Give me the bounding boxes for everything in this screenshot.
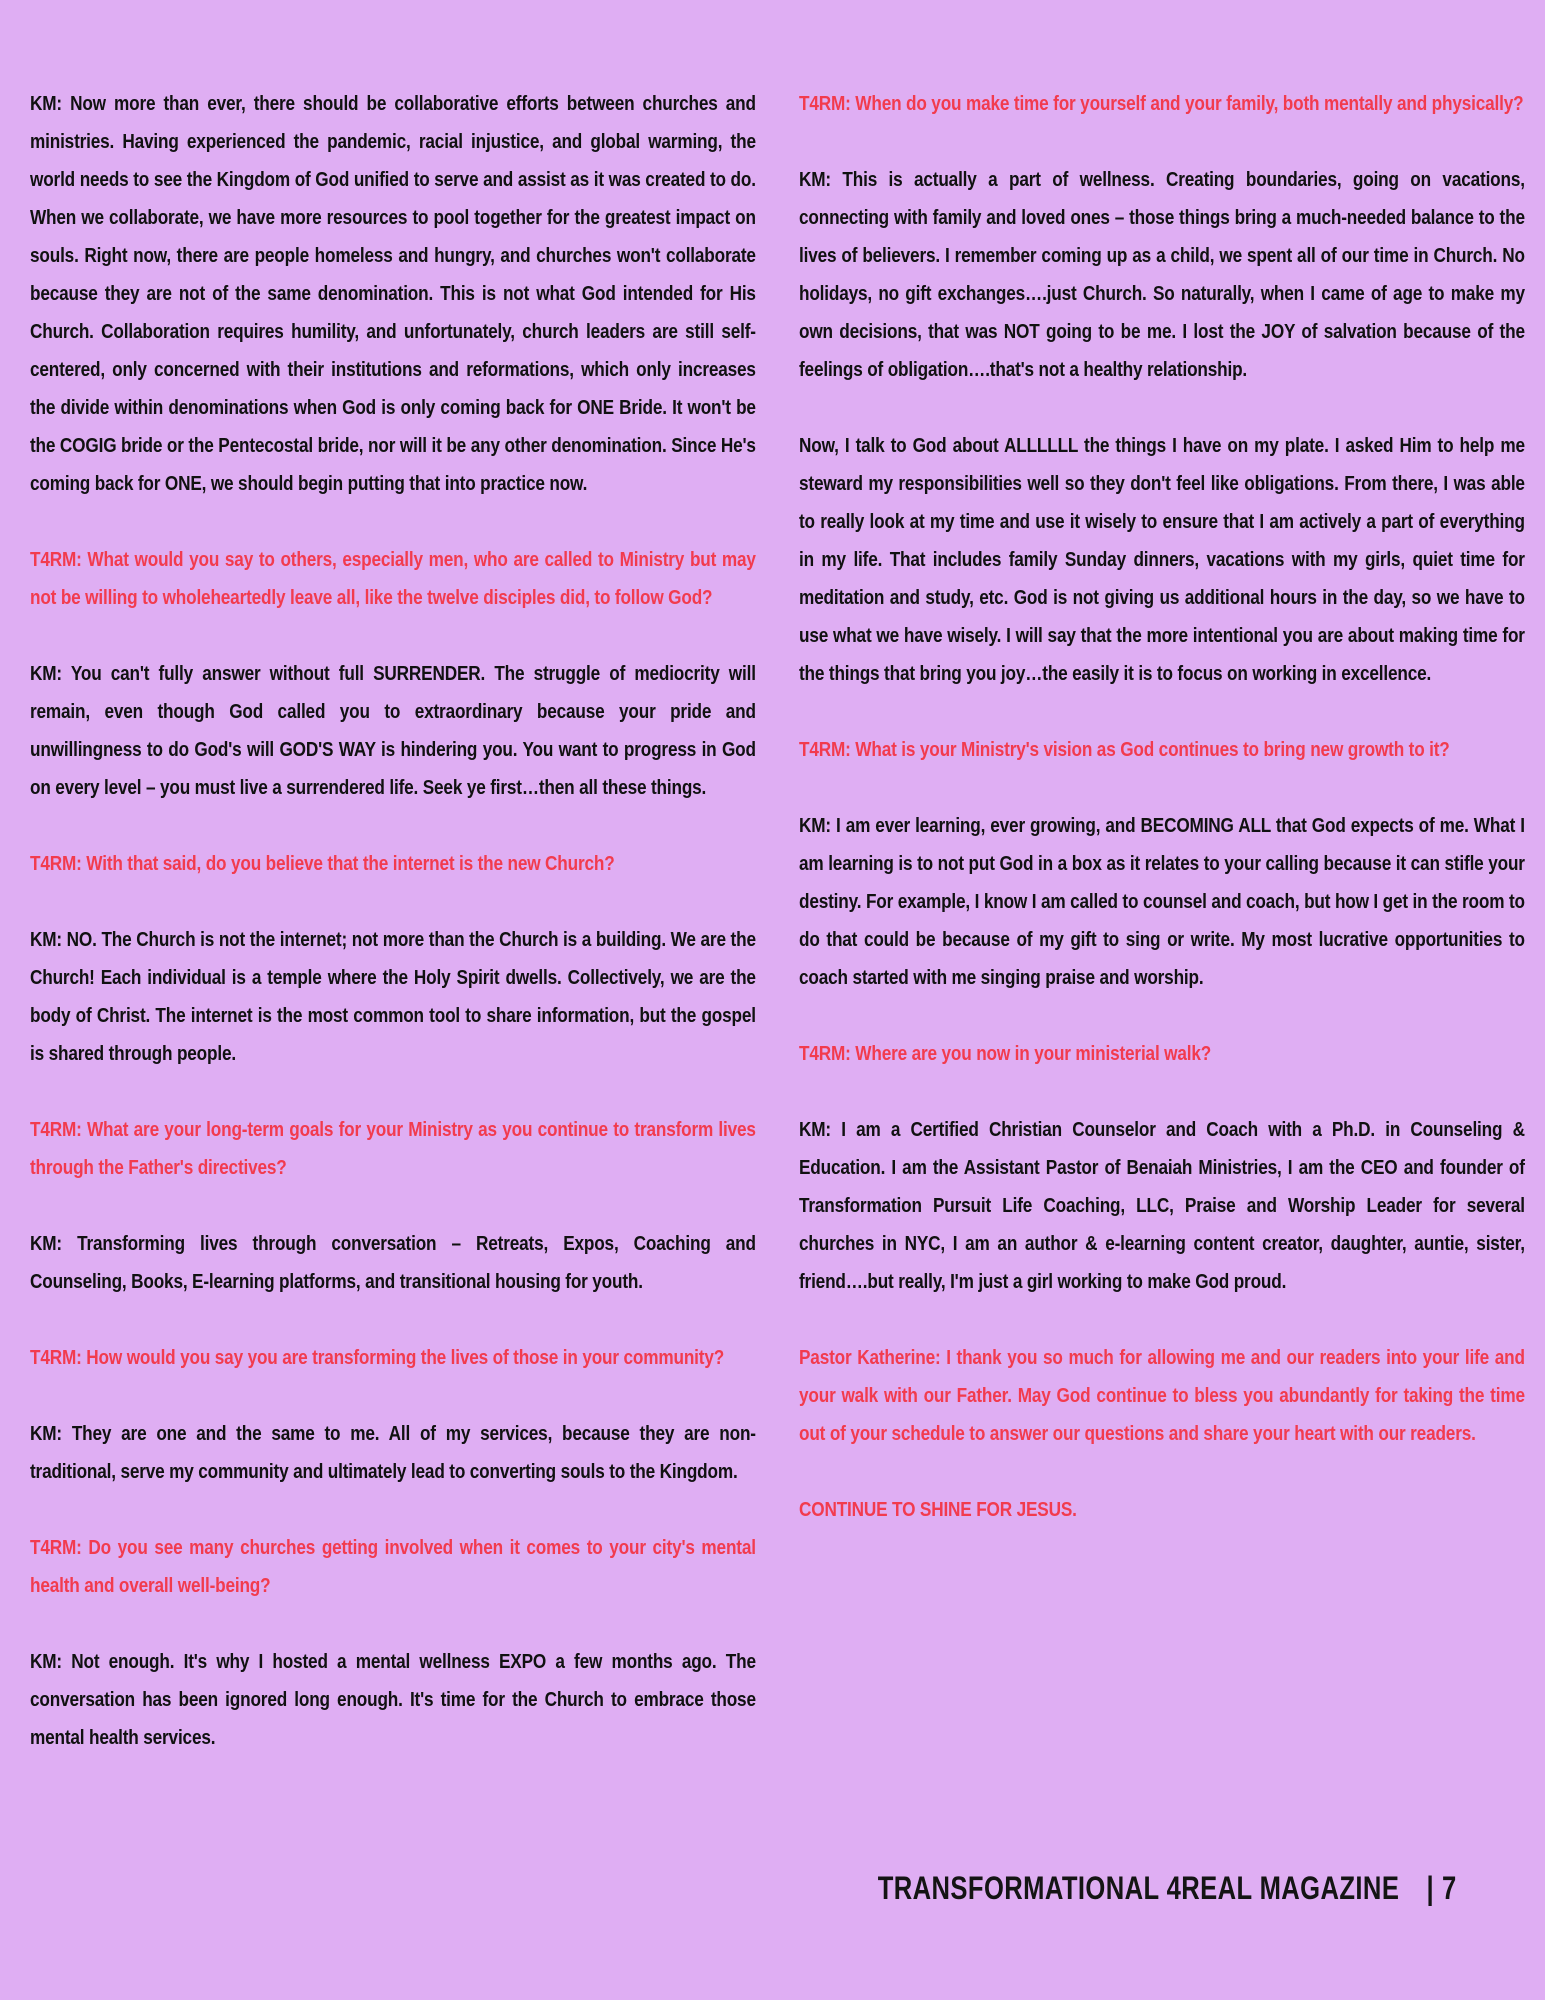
answer-paragraph: KM: Not enough. It's why I hosted a mental wellness EXPO a few months ago. The conversation has been ignored long enough. It's time for the Church to embrace those mental health services. — [30, 1651, 756, 1749]
answer-paragraph: Now, I talk to God about ALLLLLL the things I have on my plate. I asked Him to help me steward my responsibilities well so they don't feel like obligations. From there, I was able to really look at my time and use it wisely to ensure that I am actively a part of everything in my life. That includes family Sunday dinners, vacations with my girls, quiet time for meditation and study, etc. God is not giving us additional hours in the day, so we have to use what we have wisely. I will say that the more intentional you are about making time for the things that bring you joy…the easily it is to focus on working in excellence. — [799, 435, 1525, 685]
page-footer — [878, 1870, 1457, 1907]
question-paragraph: T4RM: What would you say to others, especially men, who are called to Ministry but may not be willing to wholeheartedly leave all, like the twelve disciples did, to follow God? — [30, 549, 756, 609]
question-paragraph: T4RM: With that said, do you believe that the internet is the new Church? — [30, 853, 615, 875]
answer-paragraph: KM: Now more than ever, there should be collaborative efforts between churches and ministries. Having experienced the pandemic, racial injustice, and global warming, the world needs to see the Kingdom of God unified to serve and assist as it was created to do. When we collaborate, we have more resources to pool together for the greatest impact on souls. Right now, there are people homeless and hungry, and churches won't collaborate because they are not of the same denomination. This is not what God intended for His Church. Collaboration requires humility, and unfortunately, church leaders are still self-centered, only concerned with their institutions and reformations, which only increases the divide within denominations when God is only coming back for ONE Bride. It won't be the COGIG bride or the Pentecostal bride, nor will it be any other denomination. Since He's coming back for ONE, we should begin putting that into practice now. — [30, 93, 756, 495]
answer-paragraph: KM: You can't fully answer without full SURRENDER. The struggle of mediocrity will remain, even though God called you to extraordinary because your pride and unwillingness to do God's will GOD'S WAY is hindering you. You want to progress in God on every level – you must live a surrendered life. Seek ye first…then all these things. — [30, 663, 756, 799]
closing-tagline: CONTINUE TO SHINE FOR JESUS. — [799, 1499, 1077, 1521]
answer-paragraph: KM: Transforming lives through conversation – Retreats, Expos, Coaching and Counseling, Books, E-learning platforms, and transitional housing for youth. — [30, 1233, 756, 1293]
right-column — [799, 85, 1525, 1567]
magazine-name: TRANSFORMATIONAL 4REAL MAGAZINE — [878, 1870, 1400, 1906]
question-paragraph: T4RM: What is your Ministry's vision as God continues to bring new growth to it? — [799, 739, 1450, 761]
answer-paragraph: KM: They are one and the same to me. All of my services, because they are non-traditional, serve my community and ultimately lead to converting souls to the Kingdom. — [30, 1423, 756, 1483]
footer-separator: | — [1426, 1870, 1435, 1906]
page-number: 7 — [1442, 1870, 1457, 1906]
question-paragraph: T4RM: Do you see many churches getting involved when it comes to your city's mental health and overall well-being? — [30, 1537, 756, 1597]
left-column — [30, 85, 756, 1795]
question-paragraph: T4RM: What are your long-term goals for your Ministry as you continue to transform lives through the Father's directives? — [30, 1119, 756, 1179]
question-paragraph: T4RM: When do you make time for yourself and your family, both mentally and physically? — [799, 93, 1524, 115]
answer-paragraph: KM: I am ever learning, ever growing, and BECOMING ALL that God expects of me. What I am learning is to not put God in a box as it relates to your calling because it can stifle your destiny. For example, I know I am called to counsel and coach, but how I get in the room to do that could be because of my gift to sing or write. My most lucrative opportunities to coach started with me singing praise and worship. — [799, 815, 1525, 989]
answer-paragraph: KM: NO. The Church is not the internet; not more than the Church is a building. We are the Church! Each individual is a temple where the Holy Spirit dwells. Collectively, we are the body of Christ. The internet is the most common tool to share information, but the gospel is shared through people. — [30, 929, 756, 1065]
answer-paragraph: KM: This is actually a part of wellness. Creating boundaries, going on vacations, connecting with family and loved ones – those things bring a much-needed balance to the lives of believers. I remember coming up as a child, we spent all of our time in Church. No holidays, no gift exchanges….just Church. So naturally, when I came of age to make my own decisions, that was NOT going to be me. I lost the JOY of salvation because of the feelings of obligation….that's not a healthy relationship. — [799, 169, 1525, 381]
closing-message: Pastor Katherine: I thank you so much for allowing me and our readers into your life and your walk with our Father. May God continue to bless you abundantly for taking the time out of your schedule to answer our questions and share your heart with our readers. — [799, 1347, 1525, 1445]
answer-paragraph: KM: I am a Certified Christian Counselor and Coach with a Ph.D. in Counseling & Education. I am the Assistant Pastor of Benaiah Ministries, I am the CEO and founder of Transformation Pursuit Life Coaching, LLC, Praise and Worship Leader for several churches in NYC, I am an author & e-learning content creator, daughter, auntie, sister, friend….but really, I'm just a girl working to make God proud. — [799, 1119, 1525, 1293]
question-paragraph: T4RM: Where are you now in your ministerial walk? — [799, 1043, 1212, 1065]
question-paragraph: T4RM: How would you say you are transforming the lives of those in your community? — [30, 1347, 725, 1369]
